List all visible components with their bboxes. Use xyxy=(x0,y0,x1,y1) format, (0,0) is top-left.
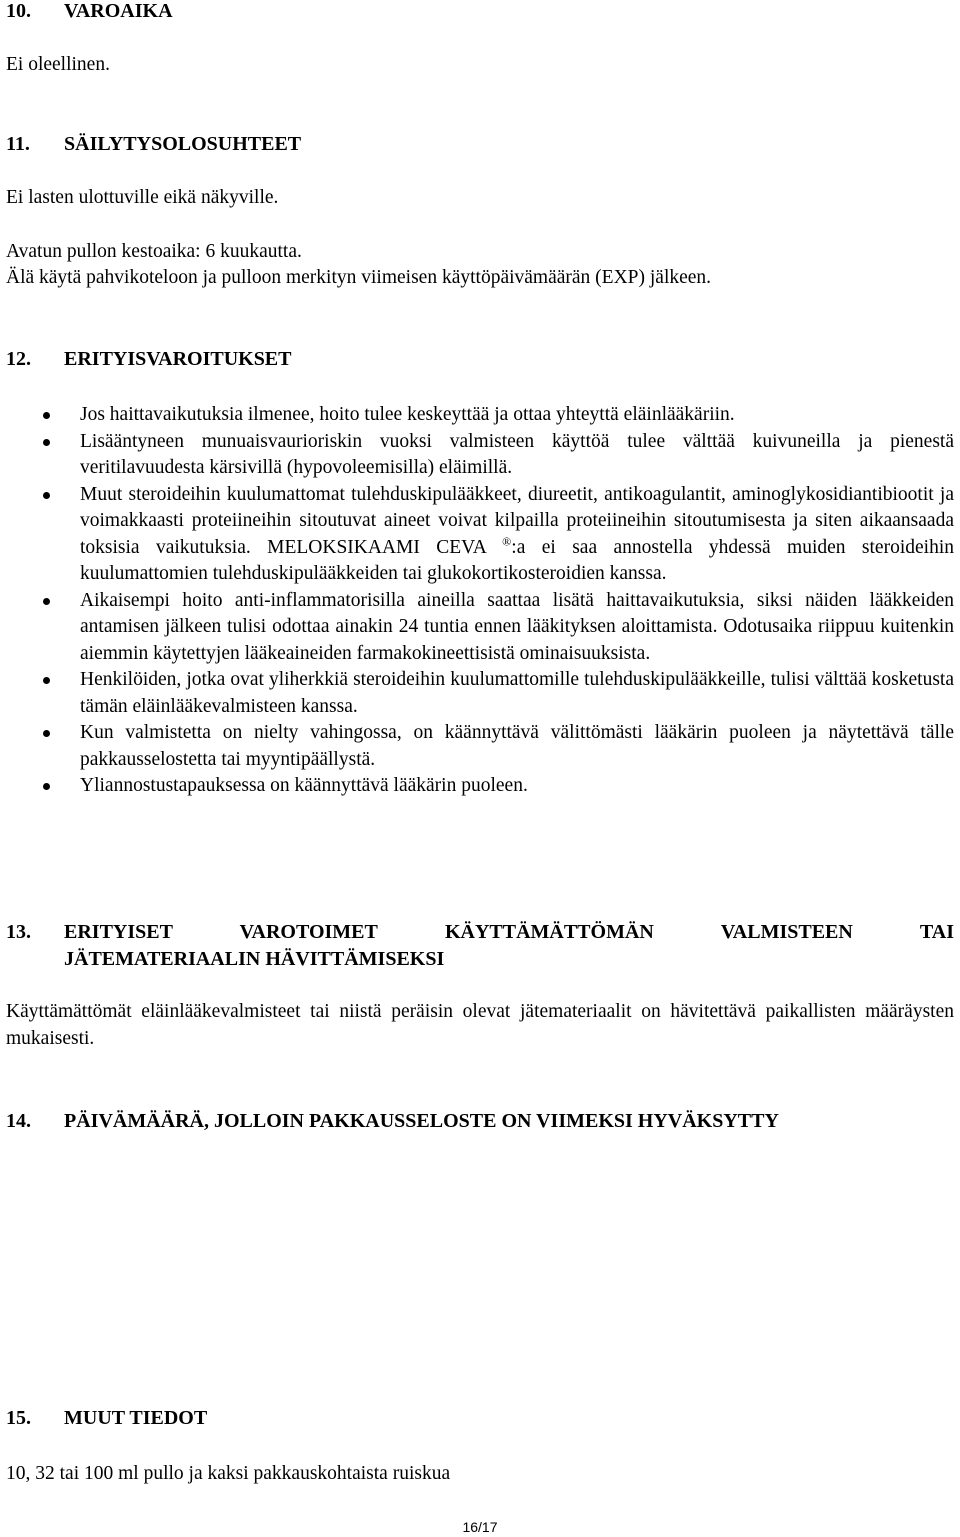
list-item-text: Henkilöiden, jotka ovat yliherkkiä steroideihin kuulumattomille tulehduskipulääkkeille, tulisi välttää kosketusta tämän eläinlääkevalmisteen kanssa. xyxy=(80,669,954,717)
section-title: MUUT TIEDOT xyxy=(64,1407,208,1429)
list-item xyxy=(0,482,954,588)
section-title-line-2: JÄTEMATERIAALIN HÄVITTÄMISEKSI xyxy=(64,947,445,970)
section-number: 13. xyxy=(6,921,31,943)
list-item-text: Kun valmistetta on nielty vahingossa, on käännyttävä välittömästi lääkärin puoleen ja näytettävä tälle pakkausselostetta tai myyntipäällystä. xyxy=(80,722,954,770)
list-item xyxy=(0,720,954,773)
list-item-text: Lisääntyneen munuaisvaurioriskin vuoksi valmisteen käyttöä tulee välttää kuivuneilla ja pienestä veritilavuudesta kärsivillä (hypovoleemisilla) eläimillä. xyxy=(80,430,954,478)
section-10-text: Ei oleellinen. xyxy=(6,54,110,75)
registered-mark: ® xyxy=(502,534,512,548)
section-title: PÄIVÄMÄÄRÄ, JOLLOIN PAKKAUSSELOSTE ON VIIMEKSI HYVÄKSYTTY xyxy=(64,1110,779,1132)
section-13-text: Käyttämättömät eläinlääkevalmisteet tai niistä peräisin olevat jätemateriaalit on hävitettävä paikallisten määräysten mukaisesti. xyxy=(6,1001,954,1049)
list-item-text: :a ei saa annostella yhdessä muiden steroideihin kuulumattomien tulehduskipulääkkeiden tai glukokortikosteroidien kanssa. xyxy=(80,536,954,584)
list-item xyxy=(0,667,954,720)
section-11-heading xyxy=(6,131,954,158)
storage-line-3: Älä käytä pahvikoteloon ja pulloon merkityn viimeisen käyttöpäivämäärän (EXP) jälkeen. xyxy=(6,267,712,288)
list-item xyxy=(0,773,954,800)
list-item-text: Jos haittavaikutuksia ilmenee, hoito tulee keskeyttää ja ottaa yhteyttä eläinlääkäriin. xyxy=(80,404,735,425)
list-item-text: Yliannostustapauksessa on käännyttävä lääkärin puoleen. xyxy=(80,775,528,796)
page-number: 16/17 xyxy=(462,1519,498,1535)
storage-line-2: Avatun pullon kestoaika: 6 kuukautta. xyxy=(6,241,302,262)
section-13-heading xyxy=(6,919,954,972)
section-number: 15. xyxy=(6,1407,31,1429)
section-number: 11. xyxy=(6,133,30,155)
section-number: 10. xyxy=(6,0,31,22)
section-number: 14. xyxy=(6,1110,31,1132)
section-number: 12. xyxy=(6,348,31,370)
section-15-text: 10, 32 tai 100 ml pullo ja kaksi pakkauskohtaista ruiskua xyxy=(6,1463,451,1484)
section-title: ERITYISVAROITUKSET xyxy=(64,348,292,370)
section-15-heading xyxy=(6,1405,954,1432)
section-title: VAROAIKA xyxy=(64,0,173,22)
list-item xyxy=(0,588,954,668)
section-title: ERITYISET VAROTOIMET KÄYTTÄMÄTTÖMÄN VALMISTEEN TAI xyxy=(64,921,954,943)
list-item-text: Aikaisempi hoito anti-inflammatorisilla aineilla saattaa lisätä haittavaikutuksia, siksi näiden lääkkeiden antamisen jälkeen tulisi odottaa ainakin 24 tuntia ennen lääkityksen aloittamista. Odotusaika riippuu kuitenkin aiemmin käytettyjen lääkeaineiden farmakokineettisistä ominaisuuksista. xyxy=(80,589,954,664)
section-10-heading xyxy=(6,0,954,25)
list-item xyxy=(0,429,954,482)
section-title-line-1 xyxy=(6,919,954,946)
list-item-text: Muut steroideihin kuulumattomat tulehduskipulääkkeet, diureetit, antikoagulantit, aminoglykosidiantibiootit ja voimakkaasti proteiineihin sitoutuvat aineet voivat kilpailla proteiineihin sitoutumisesta ja siten aikaansaada toksisia vaikutuksia. MELOKSIKAAMI CEVA xyxy=(80,483,954,558)
section-title: SÄILYTYSOLOSUHTEET xyxy=(64,133,302,155)
storage-line-1: Ei lasten ulottuville eikä näkyville. xyxy=(6,187,279,208)
list-item xyxy=(0,402,954,429)
warnings-list xyxy=(0,402,954,800)
section-14-heading xyxy=(6,1108,954,1135)
section-12-heading xyxy=(6,346,954,373)
